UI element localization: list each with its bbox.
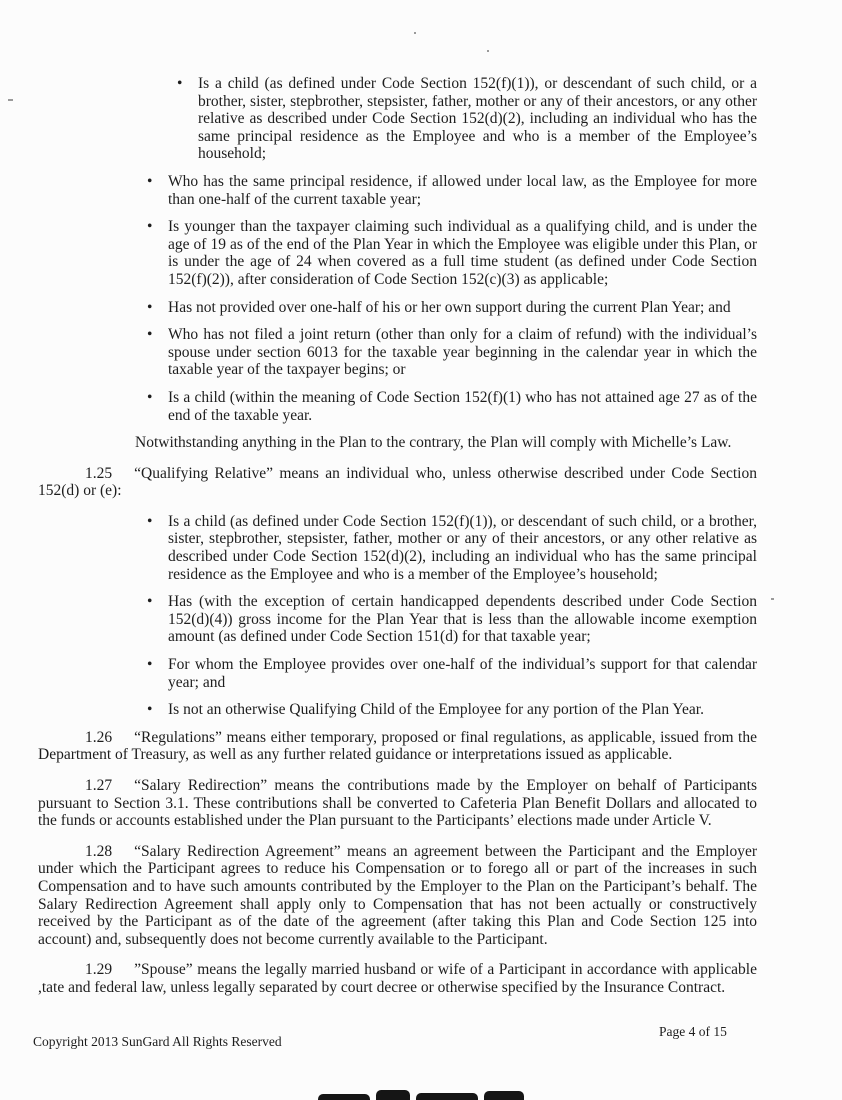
bullet-icon: • <box>147 701 153 719</box>
list-item-text: Is younger than the taxpayer claiming such individual as a qualifying child, and is under the age of 19 as of the end of the Plan Year in which the Employee was eligible under this Plan, or is under the age of 24 when covered as a full time student (as defined under Code Section 152(f)(2)), after consideration of Code Section 152(c)(3) as applicable; <box>168 218 757 288</box>
bullet-icon: • <box>147 298 153 316</box>
section-text: “Qualifying Relative” means an individual who, unless otherwise described under Code Section 152(d) or (e): <box>38 464 757 500</box>
list-item <box>147 513 757 583</box>
list-item <box>177 75 757 163</box>
list-item-text: Is a child (as defined under Code Section 152(f)(1)), or descendant of such child, or a brother, sister, stepbrother, stepsister, father, mother or any of their ancestors, or any other relative as described under Code Section 152(d)(2), including an individual who has the same principal residence as the Employee and who is a member of the Employee’s household; <box>198 75 757 163</box>
bullet-icon: • <box>147 593 153 611</box>
scan-artifact-blob <box>376 1090 410 1100</box>
section-number: 1.29 <box>85 961 113 979</box>
page-number-indicator: Page 4 of 15 <box>659 1024 727 1039</box>
scan-artifact <box>318 1089 528 1100</box>
section-text: “Salary Redirection Agreement” means an agreement between the Participant and the Employer under which the Participant agrees to reduce his Compensation or to forego all or part of the increases in such Compensation and to have such amounts contributed by the Employer to the Plan on the Participant’s behalf. The Salary Redirection Agreement shall apply only to Compensation that has not been actually or constructively received by the Participant as of the date of the agreement (after taking this Plan and Code Section 125 into account) and, subsequently does not become currently available to the Participant. <box>38 842 757 948</box>
list-item-text: Who has the same principal residence, if allowed under local law, as the Employee for more than one-half of the current taxable year; <box>168 172 757 208</box>
bullet-icon: • <box>147 326 153 344</box>
list-item-text: Is a child (as defined under Code Section 152(f)(1)), or descendant of such child, or a brother, sister, stepbrother, stepsister, father, mother or any of their ancestors, or any other relative as described under Code Section 152(d)(2), including an individual who has the same principal residence as the Employee and who is a member of the Employee’s household; <box>168 512 757 583</box>
bullet-icon: • <box>147 218 153 236</box>
list-item-text: Who has not filed a joint return (other than only for a claim of refund) with the individual’s spouse under section 6013 for the taxable year beginning in the calendar year in which the taxable year of the taxpayer begins; or <box>168 326 757 379</box>
list-item <box>147 656 757 691</box>
scan-speck <box>771 598 774 600</box>
list-item <box>147 389 757 424</box>
scan-speck <box>414 32 416 34</box>
bullet-icon: • <box>147 388 153 406</box>
scan-artifact-blob <box>484 1091 524 1100</box>
list-item <box>147 299 757 317</box>
section-text: “Regulations” means either temporary, proposed or final regulations, as applicable, issued from the Department of Treasury, as well as any further related guidance or interpretations issued as applicable. <box>38 728 757 764</box>
bullet-icon: • <box>147 656 153 674</box>
scan-artifact-blob <box>318 1094 370 1100</box>
list-item <box>147 173 757 208</box>
qualifying-child-list <box>147 173 757 424</box>
list-item <box>147 326 757 379</box>
list-item-text: Is not an otherwise Qualifying Child of the Employee for any portion of the Plan Year. <box>168 701 704 719</box>
michelles-law-paragraph: Notwithstanding anything in the Plan to the contrary, the Plan will comply with Michelle’s Law. <box>135 434 732 452</box>
section-1-29 <box>38 961 757 996</box>
bullet-icon: • <box>147 172 153 190</box>
footer-copyright: Copyright 2013 SunGard All Rights Reserved <box>33 1034 282 1049</box>
section-1-28 <box>38 843 757 949</box>
section-number: 1.28 <box>85 842 113 860</box>
list-item-text: Is a child (within the meaning of Code Section 152(f)(1) who has not attained age 27 as of the end of the taxable year. <box>168 388 757 424</box>
list-item-text: Has (with the exception of certain handicapped dependents described under Code Section 152(d)(4)) gross income for the Plan Year that is less than the allowable income exemption amount (as defined under Code Section 151(d) for that taxable year; <box>168 593 757 646</box>
page-content <box>38 75 757 1009</box>
list-item-text: For whom the Employee provides over one-half of the individual’s support for that calendar year; and <box>168 656 757 691</box>
bullet-icon: • <box>177 75 183 92</box>
section-1-25 <box>38 465 757 500</box>
list-item <box>147 593 757 646</box>
section-number: 1.27 <box>85 777 113 794</box>
section-text: ”Spouse” means the legally married husband or wife of a Participant in accordance with applicable ,tate and federal law, unless legally separated by court decree or otherwise specified by the Insurance Contract. <box>38 961 757 996</box>
section-number: 1.26 <box>85 728 113 746</box>
list-item-text: Has not provided over one-half of his or her own support during the current Plan Year; and <box>168 298 731 316</box>
scan-speck <box>8 99 13 101</box>
scan-speck <box>487 50 489 52</box>
bullet-icon: • <box>147 512 153 530</box>
scan-artifact-blob <box>416 1093 478 1100</box>
section-number: 1.25 <box>85 464 113 482</box>
qualifying-relative-list <box>147 513 757 719</box>
child-definition-list <box>177 75 757 163</box>
list-item <box>147 701 757 719</box>
section-1-26 <box>38 729 757 764</box>
section-text: “Salary Redirection” means the contributions made by the Employer on behalf of Participants pursuant to Section 3.1. These contributions shall be converted to Cafeteria Plan Benefit Dollars and allocated to the funds or accounts established under the Plan pursuant to the Participants’ elections made under Article V. <box>38 777 757 830</box>
list-item <box>147 218 757 288</box>
section-1-27 <box>38 777 757 830</box>
